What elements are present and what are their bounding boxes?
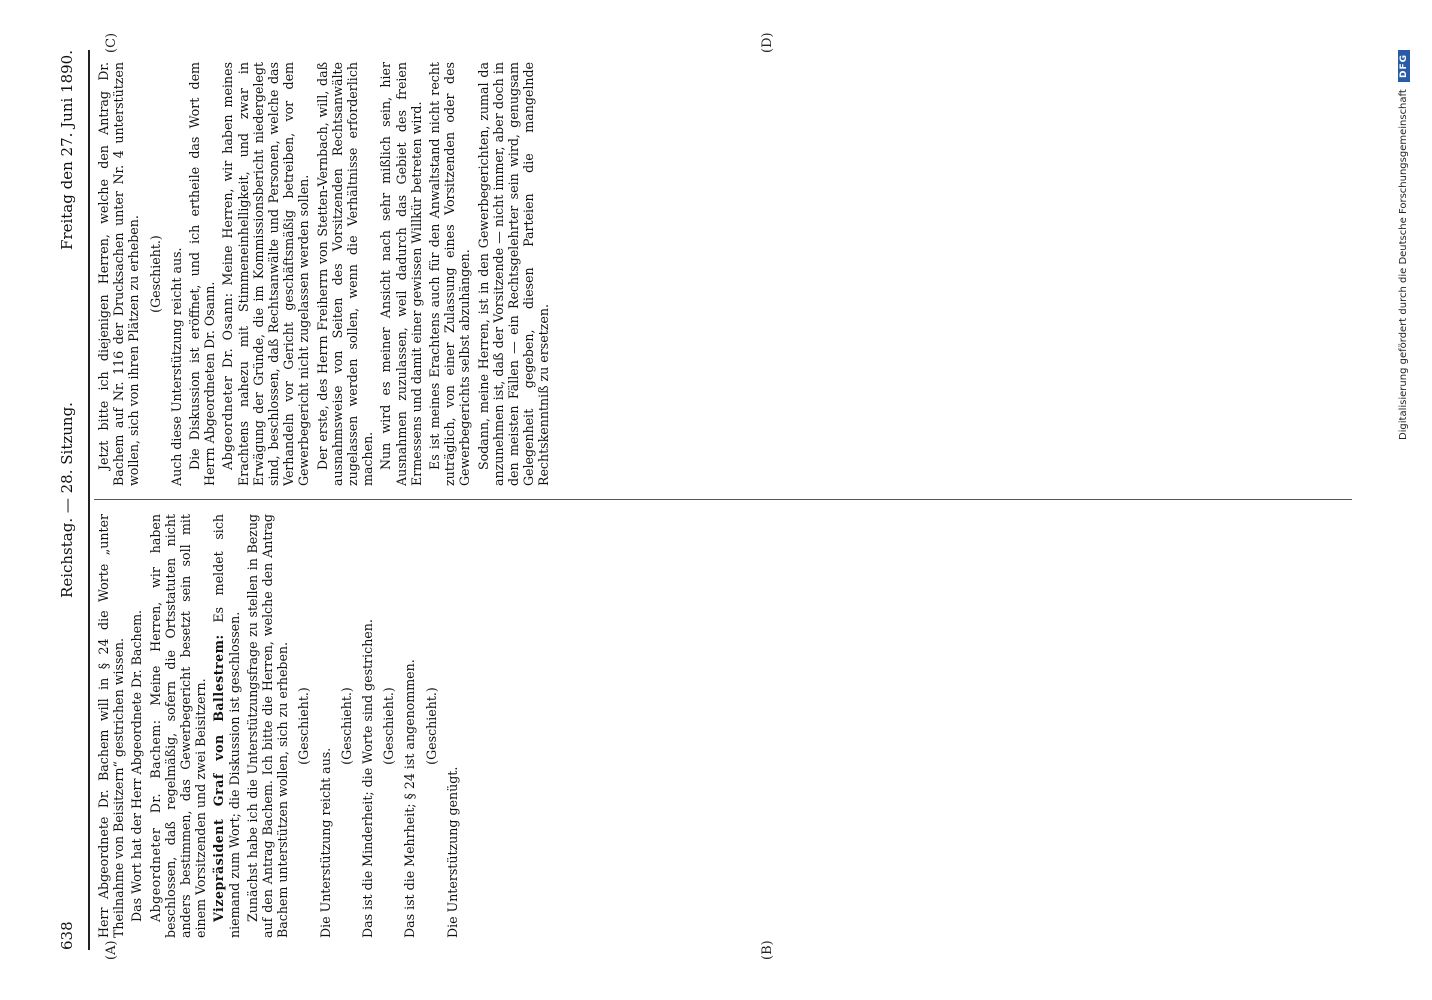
header-rule bbox=[88, 50, 90, 950]
speaker-name: Vizepräsident Graf von Ballestrem: bbox=[211, 634, 227, 922]
paragraph: Auch diese Unterstützung reicht aus. bbox=[168, 247, 184, 486]
paragraph: Jetzt bitte ich diejenigen Herren, welche den Antrag Dr. Bachem auf Nr. 116 der Drucksachen unter Nr. 4 unterstützen wollen, sich von ihren Plätzen zu erheben. bbox=[96, 62, 142, 486]
margin-mark-d: (D) bbox=[760, 32, 775, 53]
stage-direction: (Geschieht.) bbox=[381, 687, 397, 765]
paragraph: Vizepräsident Graf von Ballestrem: Es meldet sich niemand zum Wort; die Diskussion ist geschlossen. bbox=[211, 514, 242, 938]
paragraph: Das Wort hat der Herr Abgeordnete Dr. Bachem. bbox=[129, 609, 145, 922]
paragraph: Abgeordneter Dr. Osann: Meine Herren, wir haben meines Erachtens nahezu mit Stimmeneinhelligkeit, und zwar in Erwägung der Gründe, die im Kommissionsbericht niedergelegt sind, beschlossen, daß Rechtsanwälte und Personen, welche das Verhandeln vor Gericht geschäftsmäßig betreiben, vor dem Gewerbegericht nicht zugelassen werden sollen. bbox=[220, 62, 312, 486]
left-column bbox=[96, 514, 1352, 938]
header-date: Freitag den 27. Juni 1890. bbox=[58, 50, 76, 250]
column-divider bbox=[94, 499, 1352, 500]
margin-mark-b: (B) bbox=[760, 940, 775, 960]
right-column bbox=[96, 62, 1352, 486]
dfg-logo: DFG bbox=[1398, 50, 1410, 82]
paragraph: Die Unterstützung genügt. bbox=[444, 766, 460, 938]
paragraph: Sodann, meine Herren, ist in den Gewerbegerichten, zumal da anzunehmen ist, daß der Vorsitzende — nicht immer, aber doch in den meisten Fällen — ein Rechtsgelehrter sein wird, genugsam Gelegenheit gegeben, diesen Parteien die mangelnde Rechtskenntniß zu ersetzen. bbox=[475, 62, 552, 486]
stage-direction: (Geschieht.) bbox=[423, 687, 439, 765]
paragraph: Das ist die Mehrheit; § 24 ist angenommen. bbox=[402, 659, 418, 938]
running-header bbox=[50, 50, 84, 950]
margin-mark-a: (A) bbox=[104, 940, 119, 960]
margin-mark-c: (C) bbox=[104, 32, 119, 53]
page-number: 638 bbox=[58, 921, 76, 950]
paragraph: Die Diskussion ist eröffnet, und ich ertheile das Wort dem Herrn Abgeordneten Dr. Osann. bbox=[187, 62, 218, 486]
stage-direction: (Geschieht.) bbox=[147, 235, 163, 313]
stamp-text: Digitalisierung gefördert durch die Deutsche Forschungsgemeinschaft bbox=[1398, 89, 1409, 441]
paragraph: Abgeordneter Dr. Bachem: Meine Herren, wir haben beschlossen, daß regelmäßig, sofern die Ortsstatuten nicht anders bestimmen, das Gewerbegericht besetzt sein soll mit einem Vorsitzenden und zwei Beisitzern. bbox=[147, 514, 209, 938]
stage-direction: (Geschieht.) bbox=[338, 687, 354, 765]
paragraph: Der erste, des Herrn Freiherrn von Stetten-Vernbach, will, daß ausnahmsweise von Seiten des Vorsitzenden Rechtsanwälte zugelassen werden sollen, wenn die Verhältnisse erforderlich machen. bbox=[314, 62, 376, 486]
paragraph: Das ist die Minderheit; die Worte sind gestrichen. bbox=[360, 619, 376, 938]
speaker-name: Abgeordneter Dr. Bachem: bbox=[147, 719, 163, 922]
paragraph: Herr Abgeordnete Dr. Bachem will in § 24 die Worte „unter Theilnahme von Beisitzern“ gestrichen wissen. bbox=[96, 514, 127, 938]
digitization-stamp bbox=[1398, 50, 1410, 440]
paragraph: Es ist meines Erachtens auch für den Anwaltstand nicht recht zuträglich, von einer Zulassung eines Vorsitzenden oder des Gewerbegerichts selbst abzuhängen. bbox=[427, 62, 473, 486]
paragraph: Zunächst habe ich die Unterstützungsfrage zu stellen in Bezug auf den Antrag Bachem. Ich bitte die Herren, welche den Antrag Bachem unterstützen wollen, sich zu erheben. bbox=[244, 514, 291, 938]
stage-direction: (Geschieht.) bbox=[296, 687, 312, 765]
paragraph: Nun wird es meiner Ansicht nach sehr mißlich sein, hier Ausnahmen zuzulassen, weil dadurch das Gebiet des freien Ermessens und damit einer gewissen Willkür betreten wird. bbox=[378, 62, 424, 486]
speaker-name: Abgeordneter Dr. Osann: bbox=[220, 292, 236, 470]
header-session: Reichstag. — 28. Sitzung. bbox=[58, 402, 76, 598]
paragraph: Die Unterstützung reicht aus. bbox=[317, 747, 333, 938]
